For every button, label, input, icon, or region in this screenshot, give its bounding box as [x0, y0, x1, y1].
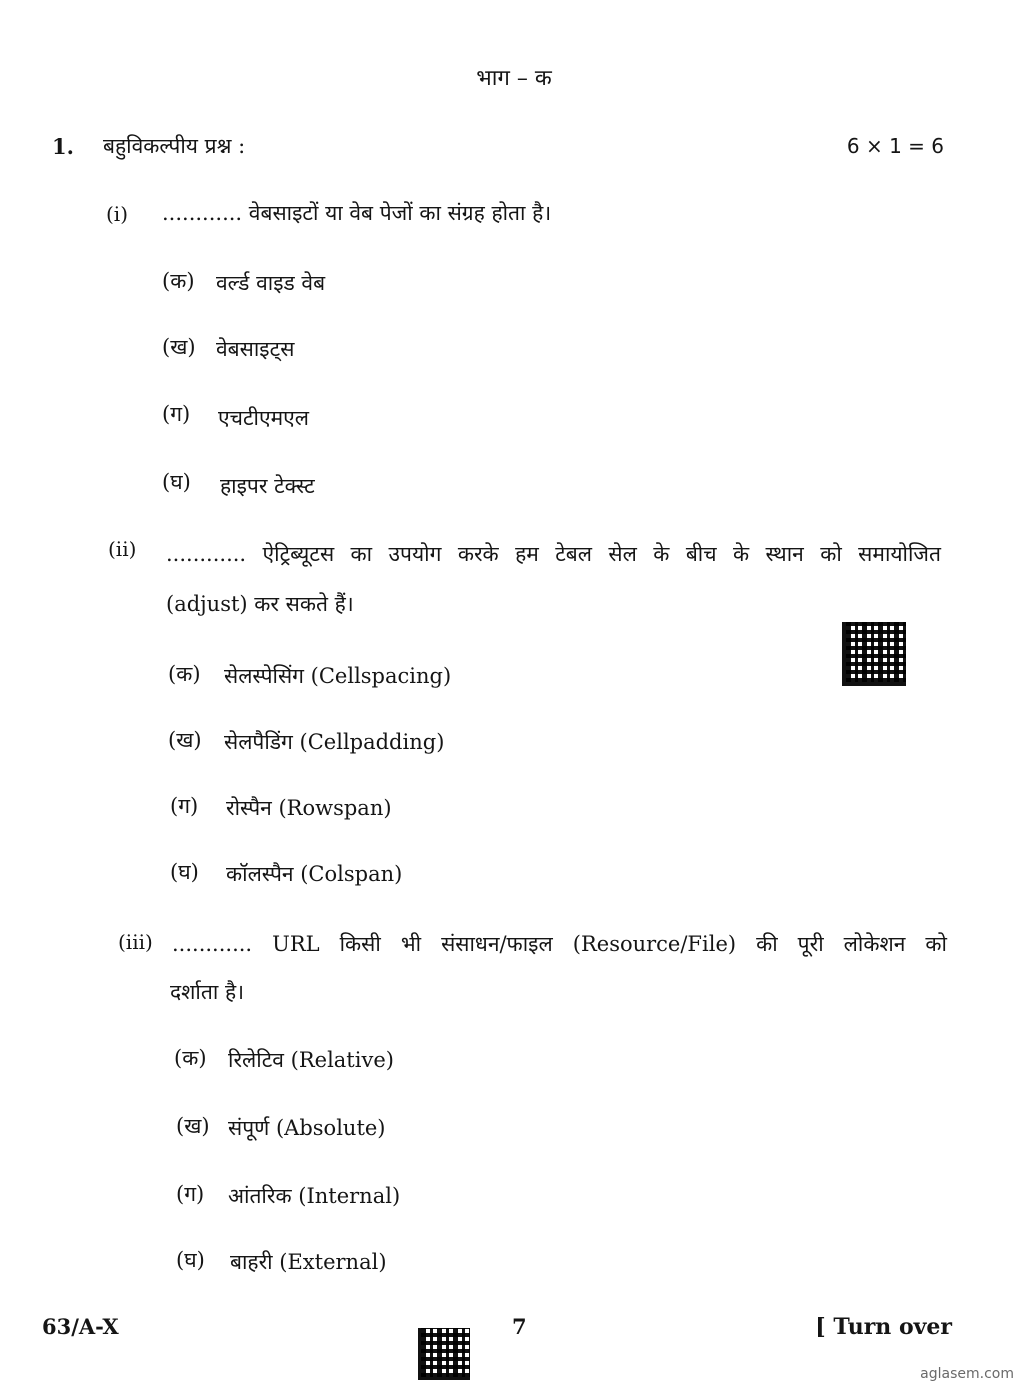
- option-label: (घ): [176, 1248, 205, 1272]
- sub-question-stem-line: ............ ऐट्रिब्यूटस का उपयोग करके हम टेबल सेल के बीच के स्थान को समायोजित: [166, 542, 941, 566]
- paper-code: 63/A-X: [42, 1314, 119, 1339]
- option-text: संपूर्ण (Absolute): [228, 1116, 386, 1140]
- qr-code: [842, 622, 906, 686]
- option-label: (घ): [170, 860, 199, 884]
- option-text: वेबसाइट्स: [216, 337, 295, 361]
- option-label: (घ): [162, 470, 191, 494]
- option-label: (क): [168, 662, 201, 686]
- option-label: (ग): [170, 794, 199, 818]
- sub-question-stem-line: (adjust) कर सकते हैं।: [166, 592, 354, 616]
- sub-question-number: (iii): [118, 930, 153, 954]
- option-label: (ख): [168, 728, 202, 752]
- page-number: 7: [512, 1314, 527, 1339]
- option-text: सेलस्पेसिंग (Cellspacing): [224, 664, 452, 688]
- question-marks: 6 × 1 = 6: [846, 134, 944, 158]
- option-text: एचटीएमएल: [218, 406, 309, 430]
- sub-question-stem-line: दर्शाता है।: [170, 980, 245, 1004]
- watermark: aglasem.com: [920, 1366, 1014, 1382]
- sub-question-stem-line: ............ URL किसी भी संसाधन/फाइल (Resource/File) की पूरी लोकेशन को: [172, 932, 947, 956]
- option-text: वर्ल्ड वाइड वेब: [216, 271, 326, 295]
- option-label: (ग): [176, 1182, 205, 1206]
- option-text: कॉलस्पैन (Colspan): [226, 862, 403, 886]
- turn-over-label: [ Turn over: [815, 1314, 952, 1340]
- option-label: (ख): [176, 1114, 210, 1138]
- option-label: (ख): [162, 335, 196, 359]
- option-text: रोस्पैन (Rowspan): [226, 796, 392, 820]
- section-heading: भाग – क: [476, 66, 552, 91]
- option-text: सेलपैडिंग (Cellpadding): [224, 730, 445, 754]
- option-text: आंतरिक (Internal): [228, 1184, 401, 1208]
- sub-question-stem: ............ वेबसाइटों या वेब पेजों का संग्रह होता है।: [162, 201, 552, 225]
- sub-question-number: (ii): [108, 537, 137, 561]
- question-title: बहुविकल्पीय प्रश्न :: [103, 134, 246, 158]
- footer-qr-code: [418, 1328, 470, 1380]
- option-label: (ग): [162, 402, 191, 426]
- option-label: (क): [162, 269, 195, 293]
- sub-question-number: (i): [106, 202, 129, 226]
- option-text: बाहरी (External): [230, 1250, 387, 1274]
- question-number: 1.: [52, 134, 74, 159]
- option-text: हाइपर टेक्स्ट: [220, 474, 315, 498]
- option-text: रिलेटिव (Relative): [228, 1048, 394, 1072]
- option-label: (क): [174, 1046, 207, 1070]
